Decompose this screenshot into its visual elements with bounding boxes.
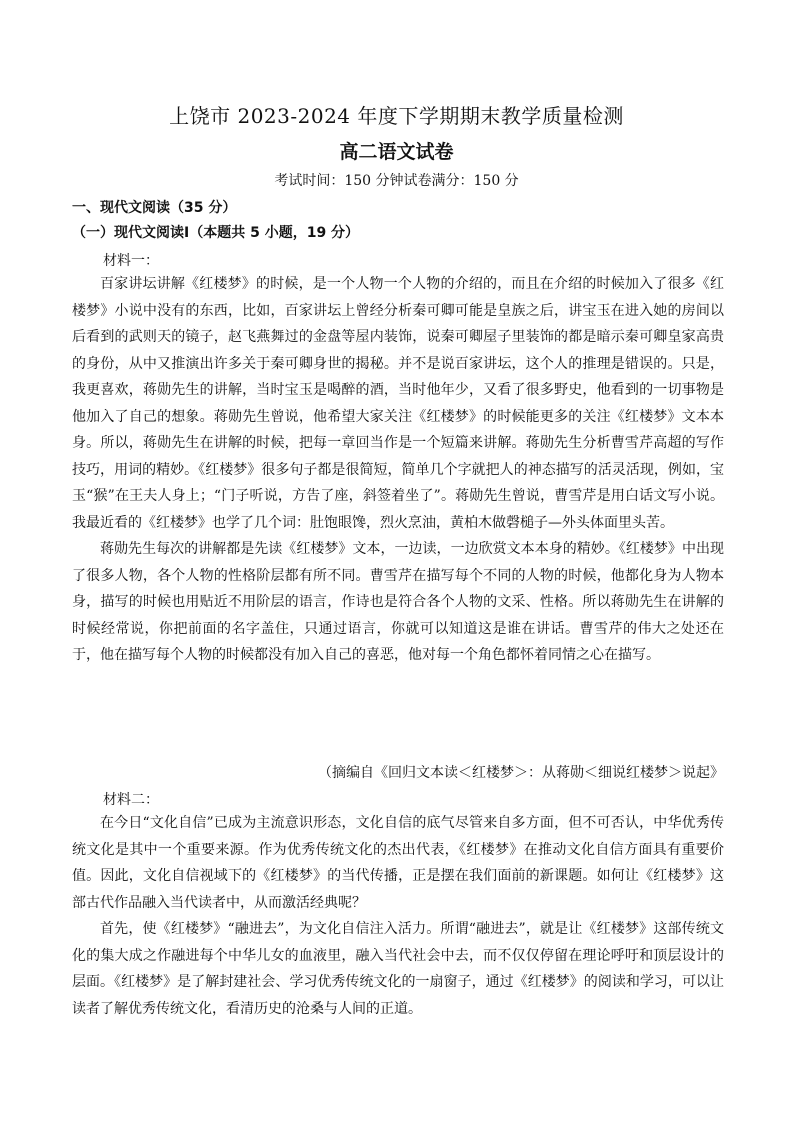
exam-subtitle: 高二语文试卷 (339, 141, 454, 163)
exam-title: 上饶市 2023-2024 年度下学期期末教学质量检测 (169, 104, 624, 128)
material2-paragraph: 在今日“文化自信”已成为主流意识形态，文化自信的底气尽管来自多方面，但不可否认，中华优秀传统文化是其中一个重要来源。作为优秀传统文化的杰出代表，《红楼梦》在推动文化自信方面具有重要价值。因此，文化自信视域下的《红楼梦》的当代传播，正是摆在我们面前的新课题。如何让《红楼梦》这部古代作品融入当代读者中，从而激活经典呢？ (72, 815, 724, 911)
section-heading-part1: 一、现代文阅读（35 分） (72, 200, 237, 216)
material1-paragraph: 百家讲坛讲解《红楼梦》的时候，是一个人物一个人物的介绍的，而且在介绍的时候加入了很多《红楼梦》小说中没有的东西，比如，百家讲坛上曾经分析秦可卿可能是皇族之后，讲宝玉在进入她的房间以后看到的武则天的镜子，赵飞燕舞过的金盘等屋内装饰，说秦可卿屋子里装饰的都是暗示秦可卿皇家高贵的身份，从中又推演出许多关于秦可卿身世的揭秘。并不是说百家讲坛，这个人的推理是错误的。只是，我更喜欢，蒋勋先生的讲解，当时宝玉是喝醉的酒，当时他年少，又看了很多野史，他看到的一切事物是他加入了自己的想象。蒋勋先生曾说，他希望大家关注《红楼梦》的时候能更多的关注《红楼梦》文本本身。所以，蒋勋先生在讲解的时候，把每一章回当作是一个短篇来讲解。蒋勋先生分析曹雪芹高超的写作技巧，用词的精妙。《红楼梦》很多句子都是很简短，简单几个字就把人的神态描写的活灵活现，例如，宝玉“猴”在王夫人身上；“门子听说，方告了座，斜签着坐了”。蒋勋先生曾说，曹雪芹是用白话文写小说。我最近看的《红楼梦》也学了几个词：肚饱眼馋，烈火烹油，黄柏木做磬槌子—外头体面里头苦。 (72, 276, 724, 531)
material1-label: 材料一： (103, 253, 159, 269)
material1-source: （摘编自《回归文本读＜红楼梦＞：从蒋勋＜细说红楼梦＞说起》 (318, 765, 724, 781)
material2-body (72, 810, 724, 1022)
material1-body (72, 271, 724, 669)
material2-paragraph: 首先，使《红楼梦》“融进去”，为文化自信注入活力。所谓“融进去”，就是让《红楼梦》这部传统文化的集大成之作融进每个中华儿女的血液里，融入当代社会中去，而不仅仅停留在理论呼吁和顶层设计的层面。《红楼梦》是了解封建社会、学习优秀传统文化的一扇窗子，通过《红楼梦》的阅读和学习，可以让读者了解优秀传统文化，看清历史的沧桑与人间的正道。 (72, 921, 724, 1017)
material1-paragraph: 蒋勋先生每次的讲解都是先读《红楼梦》文本，一边读，一边欣赏文本本身的精妙。《红楼梦》中出现了很多人物，各个人物的性格阶层都有所不同。曹雪芹在描写每个不同的人物的时候，他都化身为人物本身，描写的时候也用贴近不用阶层的语言，作诗也是符合各个人物的文采、性格。所以蒋勋先生在讲解的时候经常说，你把前面的名字盖住，只通过语言，你就可以知道这是谁在讲话。曹雪芹的伟大之处还在于，他在描写每个人物的时候都没有加入自己的喜恶，他对每一个角色都怀着同情之心在描写。 (72, 541, 724, 663)
exam-info: 考试时间：150 分钟试卷满分：150 分 (274, 173, 519, 189)
section-heading-reading1: （一）现代文阅读Ⅰ（本题共 5 小题，19 分） (72, 225, 360, 241)
material2-label: 材料二： (103, 792, 159, 808)
